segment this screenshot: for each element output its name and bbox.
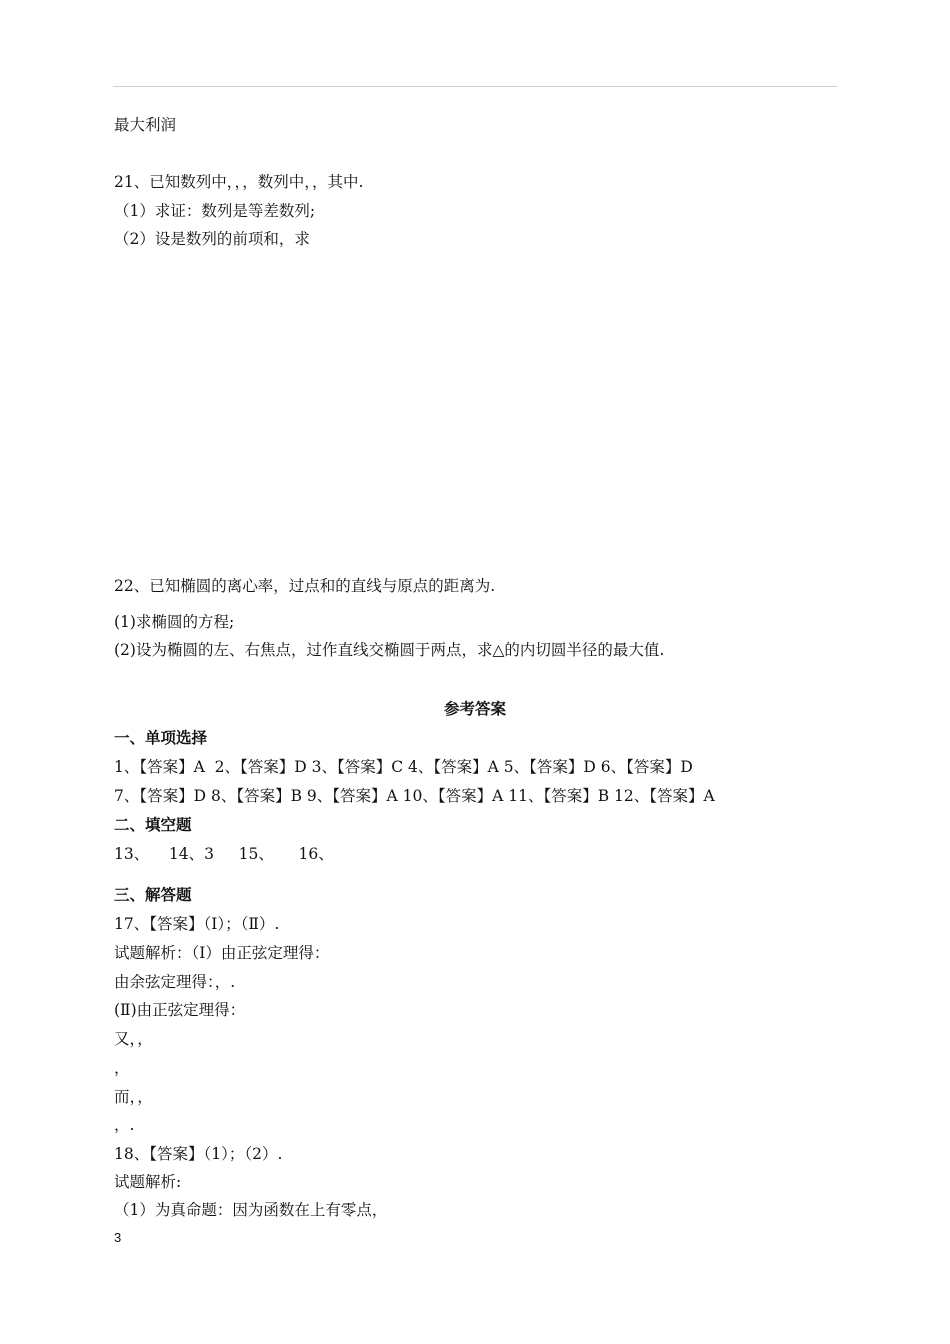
answer-18-line: （1）为真命题：因为函数在上有零点， xyxy=(114,1201,388,1219)
answer-17-line: 试题解析：（Ⅰ）由正弦定理得： xyxy=(114,944,330,962)
answers-title: 参考答案 xyxy=(443,700,506,718)
question-22-part-2: (2)设为椭圆的左、右焦点，过作直线交椭圆于两点，求△的内切圆半径的最大值. xyxy=(114,641,665,659)
text-line: 最大利润 xyxy=(114,116,177,134)
answer-row-2: 7、【答案】D 8、【答案】B 9、【答案】A 10、【答案】A 11、【答案】B 12、【答案】A xyxy=(114,787,715,805)
answer-18-line: 试题解析: xyxy=(114,1173,182,1191)
question-21-part-1: （1）求证：数列是等差数列; xyxy=(114,202,316,220)
answer-17-line: ， xyxy=(114,1059,130,1077)
question-22: 22、已知椭圆的离心率，过点和的直线与原点的距离为. xyxy=(114,577,496,595)
question-22-part-1: (1)求椭圆的方程; xyxy=(114,613,235,631)
header-rule xyxy=(113,86,837,87)
answer-17: 17、【答案】（Ⅰ）；（Ⅱ）. xyxy=(114,915,280,933)
answer-17-line: ，. xyxy=(114,1116,135,1134)
answer-17-line: 而，， xyxy=(114,1088,153,1106)
section-heading-single-choice: 一、单项选择 xyxy=(114,729,208,747)
page-number: 3 xyxy=(114,1230,122,1245)
question-21: 21、已知数列中，，，数列中，，其中. xyxy=(114,173,364,191)
fill-blank-answers: 13、 14、3 15、 16、 xyxy=(114,845,334,863)
answer-17-line: 又，， xyxy=(114,1030,153,1048)
section-heading-fill-blank: 二、填空题 xyxy=(114,816,192,834)
section-heading-solutions: 三、解答题 xyxy=(114,886,192,904)
answer-row-1: 1、【答案】A 2、【答案】D 3、【答案】C 4、【答案】A 5、【答案】D 6、【答案】D xyxy=(114,758,693,776)
answer-18: 18、【答案】（1）；（2）. xyxy=(114,1145,283,1163)
question-21-part-2: （2）设是数列的前项和，求 xyxy=(114,230,310,248)
answer-17-line: 由余弦定理得：，. xyxy=(114,973,236,991)
answer-17-line: (Ⅱ)由正弦定理得： xyxy=(114,1001,246,1019)
